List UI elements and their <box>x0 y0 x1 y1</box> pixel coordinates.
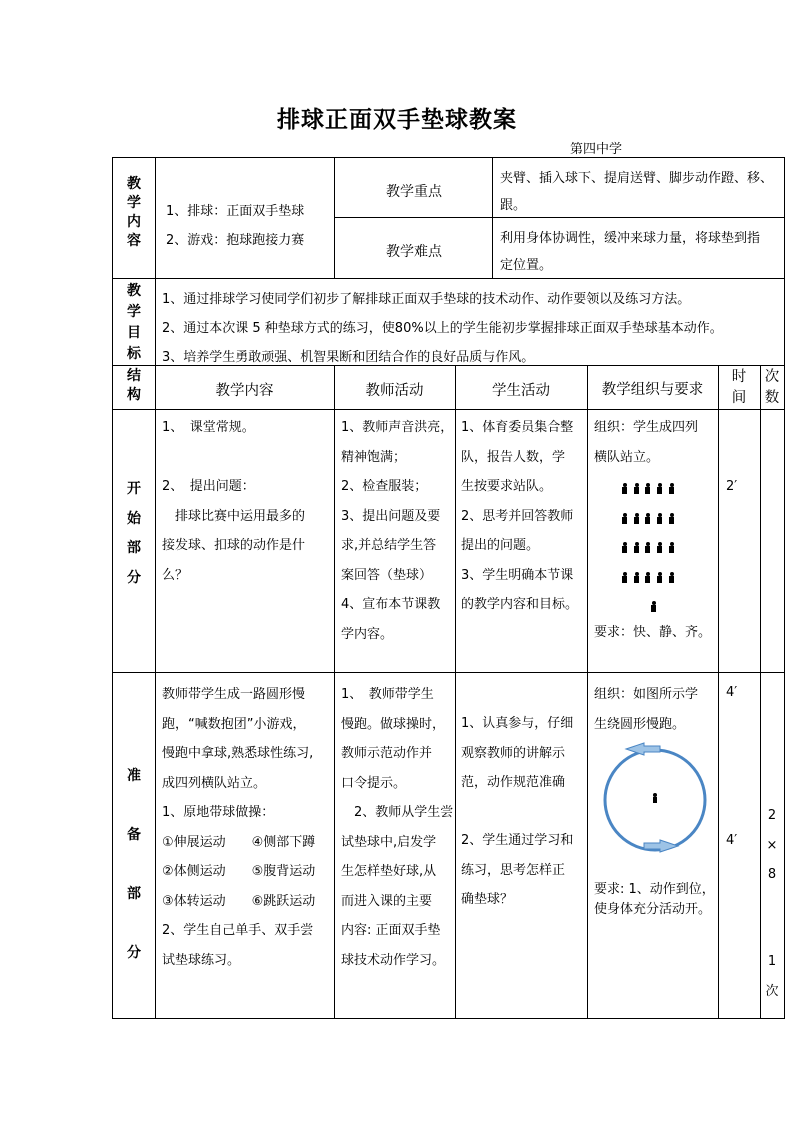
header-count: 次 数 <box>764 369 780 406</box>
goal-item: 3、培养学生勇敢顽强、机智果断和团结合作的良好品质与作风。 <box>162 350 535 365</box>
key-point-text: 夹臂、插入球下、提肩送臂、脚步动作蹬、移、 跟。 <box>500 171 774 213</box>
student-icon <box>656 513 663 524</box>
formation-row <box>619 509 699 539</box>
key-point-label: 教学重点 <box>386 184 442 200</box>
prep-teacher-activity: 1、 教师带学生 慢跑。做球操时， 教师示范动作并 口令提示。 2、教师从学生尝 试垫球中,启发学 生怎样垫好球,从 而进入课的主要 内容: 正面双手垫 球技术动作学习。 <box>341 687 454 968</box>
student-icon <box>644 483 651 494</box>
student-icon <box>656 572 663 583</box>
table-rule <box>587 365 588 1019</box>
table-rule <box>112 672 785 673</box>
student-icon <box>621 572 628 583</box>
structure-header: 结 构 <box>127 368 141 403</box>
student-icon <box>644 513 651 524</box>
table-rule <box>334 365 335 1019</box>
teacher-icon <box>650 601 657 612</box>
student-icon <box>621 513 628 524</box>
student-icon <box>668 542 675 553</box>
direction-arrow-icon <box>626 743 660 755</box>
student-icon <box>656 483 663 494</box>
student-icon <box>644 542 651 553</box>
school-name: 第四中学 <box>570 142 623 157</box>
student-icon <box>656 542 663 553</box>
table-border-left <box>112 157 113 1019</box>
table-rule <box>155 157 156 278</box>
formation-row <box>619 568 699 598</box>
table-rule <box>760 365 761 1019</box>
document-title: 排球正面双手垫球教案 <box>277 107 517 133</box>
prep-time-1: 4′ <box>726 685 738 700</box>
goals-row-label: 教 学 目 标 <box>127 283 141 362</box>
prep-time-2: 4′ <box>726 833 738 848</box>
start-teacher-activity: 1、教师声音洪亮， 精神饱满； 2、检查服装； 3、提出问题及要 求,并总结学生答 案回答（垫球） 4、宣布本节课教 学内容。 <box>341 420 454 642</box>
header-teacher: 教师活动 <box>365 383 424 399</box>
formation-diagram <box>619 479 699 627</box>
goal-item: 1、通过排球学习使同学们初步了解排球正面双手垫球的技术动作、动作要领以及练习方法。 <box>162 292 691 307</box>
formation-row <box>619 479 699 509</box>
header-content: 教学内容 <box>215 383 274 399</box>
content-item: 2、游戏：抱球跑接力赛 <box>166 233 305 248</box>
start-requirement: 要求：快、静、齐。 <box>594 625 712 640</box>
start-organization: 组织：学生成四列 横队站立。 <box>594 420 699 465</box>
student-icon <box>633 572 640 583</box>
difficulty-text: 利用身体协调性，缓冲来球力量，将球垫到指 定位置。 <box>500 231 761 273</box>
start-section-label: 开 始 部 分 <box>127 481 141 586</box>
circle-run-diagram <box>600 737 708 855</box>
content-row-label: 教 学 内 容 <box>127 176 141 249</box>
student-icon <box>668 513 675 524</box>
header-student: 学生活动 <box>492 383 550 399</box>
prep-organization: 组织：如图所示学 生绕圆形慢跑。 <box>594 687 699 732</box>
content-item: 1、排球：正面双手垫球 <box>166 204 305 219</box>
prep-student-activity-1: 1、认真参与，仔细 观察教师的讲解示 范，动作规范准确 <box>461 716 574 790</box>
table-rule <box>155 365 156 1019</box>
content-items <box>166 197 304 255</box>
table-rule <box>334 157 335 278</box>
prep-count-1: 2 × 8 <box>766 808 778 882</box>
student-icon <box>633 483 640 494</box>
student-icon <box>621 483 628 494</box>
student-icon <box>621 542 628 553</box>
table-border-right <box>784 157 785 1019</box>
start-time: 2′ <box>726 479 738 494</box>
header-time: 时 间 <box>731 369 747 406</box>
table-rule <box>492 157 493 278</box>
prep-section-label: 准 备 部 分 <box>127 768 141 961</box>
start-content: 1、 课堂常规。 2、 提出问题： 排球比赛中运用最多的 接发球、扣球的动作是什 么？ <box>162 420 306 583</box>
student-icon <box>668 572 675 583</box>
prep-content: 教师带学生成一路圆形慢 跑，“喊数抱团”小游戏， 慢跑中拿球,熟悉球性练习, 成四列横队站立。 1、原地带球做操： ①伸展运动 ④侧部下蹲 ②体侧运动 ⑤腹背运动 ③体转运动 ⑥跳跃运动 2、学生自己单手、双手尝 试垫球练习。 <box>162 687 316 968</box>
goal-item: 2、通过本次课 5 种垫球方式的练习，使80%以上的学生能初步掌握排球正面双手垫球基本动作。 <box>162 321 723 336</box>
goals-list <box>162 285 723 372</box>
student-icon <box>668 483 675 494</box>
difficulty-label: 教学难点 <box>386 244 442 260</box>
table-rule <box>112 409 785 410</box>
student-icon <box>644 572 651 583</box>
student-icon <box>633 513 640 524</box>
prep-count-2: 1 次 <box>765 954 779 999</box>
table-rule <box>455 365 456 1019</box>
table-rule <box>155 278 156 365</box>
lesson-plan-table <box>112 157 785 1019</box>
prep-student-activity-2: 2、学生通过学习和 练习，思考怎样正 确垫球？ <box>461 833 574 907</box>
teacher-icon <box>653 793 657 803</box>
student-icon <box>633 542 640 553</box>
table-border-bottom <box>112 1018 785 1019</box>
prep-requirement: 要求: 1、动作到位， 使身体充分活动开。 <box>594 882 715 917</box>
table-rule <box>718 365 719 1019</box>
formation-row <box>619 538 699 568</box>
header-organization: 教学组织与要求 <box>601 382 704 398</box>
table-border-top <box>112 157 785 158</box>
start-student-activity: 1、体育委员集合整 队，报告人数，学 生按要求站队。 2、思考并回答教师 提出的问题。 3、学生明确本节课 的教学内容和目标。 <box>461 420 579 612</box>
